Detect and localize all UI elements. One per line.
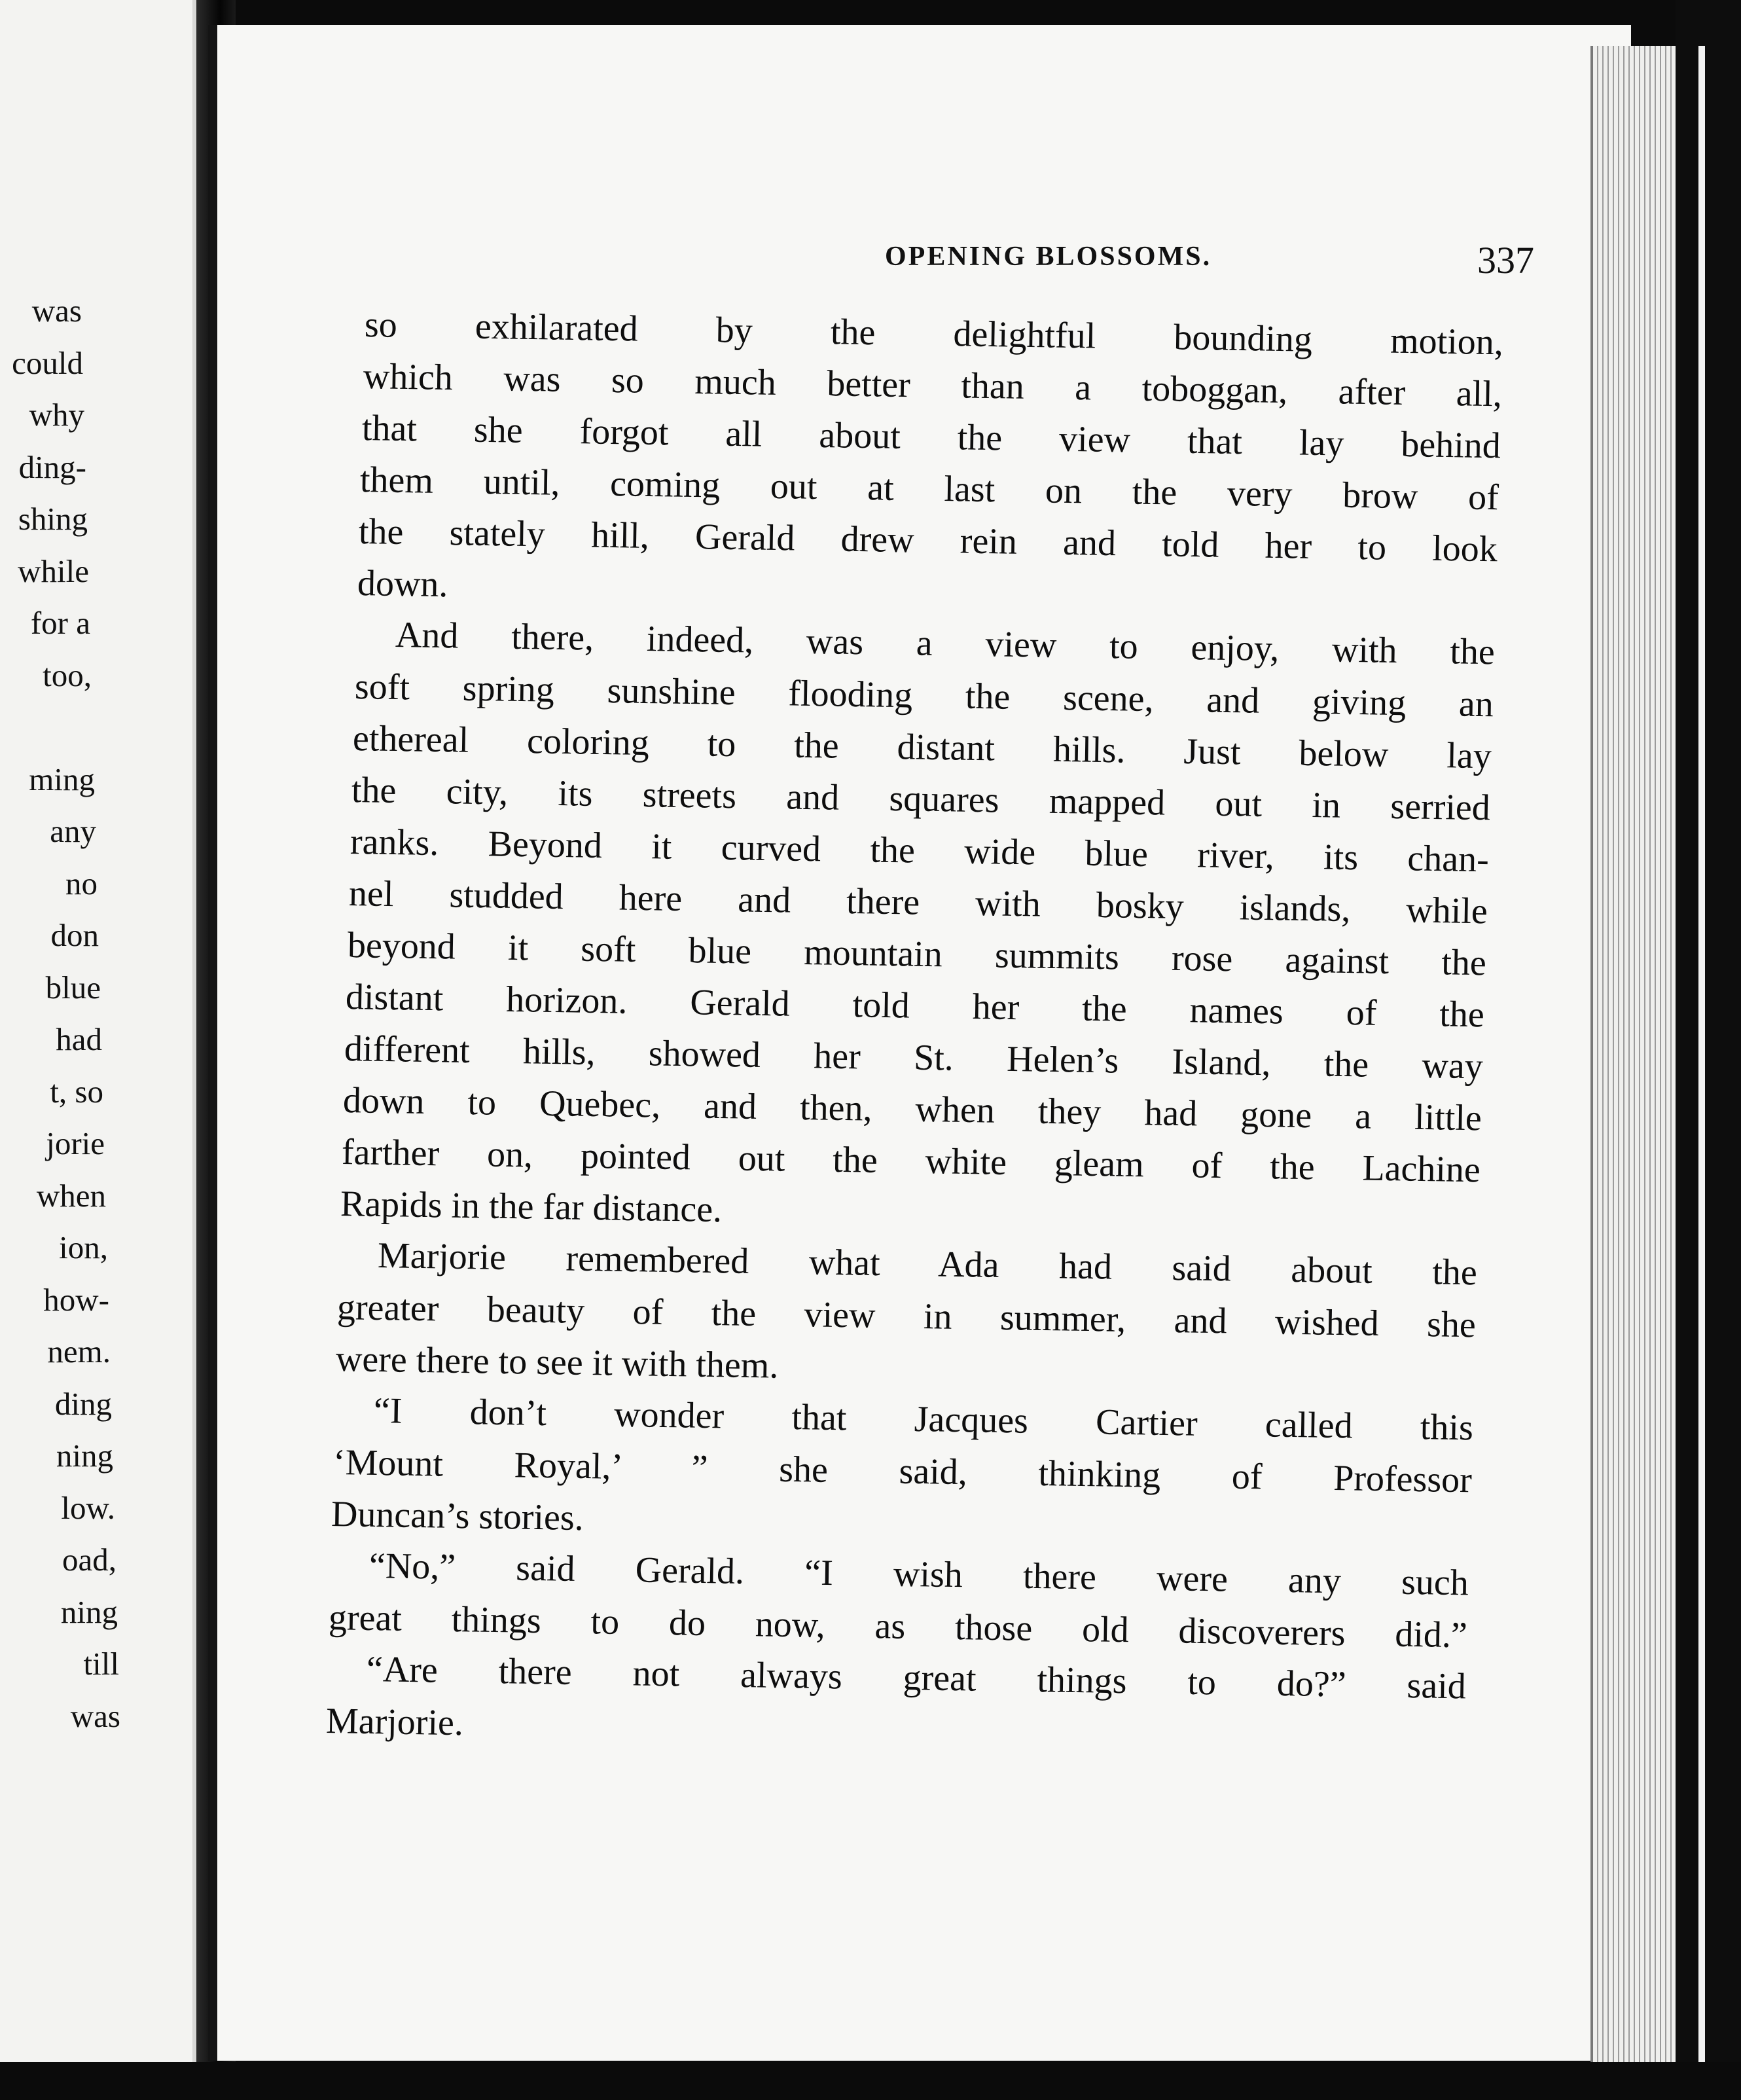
previous-page-line: was: [70, 1697, 120, 1734]
previous-page-line: nem.: [47, 1333, 111, 1369]
running-head: OPENING BLOSSOMS.: [885, 242, 1212, 272]
text-line: them until, coming out at last on the very brow of: [359, 460, 1499, 518]
previous-page-line: oad,: [62, 1542, 117, 1578]
text-line: the stately hill, Gerald drew rein and told her to look: [358, 511, 1498, 570]
previous-page-line: t, so: [50, 1073, 103, 1110]
text-line: which was so much better than a toboggan, after all,: [363, 356, 1503, 415]
text-line: Marjorie.: [325, 1701, 463, 1744]
page-number: 337: [1477, 239, 1534, 281]
previous-page-line: ning: [56, 1438, 113, 1474]
text-line: that she forgot all about the view that lay behind: [361, 408, 1501, 467]
previous-page-line: ding: [54, 1385, 112, 1422]
previous-page-line: too,: [43, 657, 92, 693]
text-line: down to Quebec, and then, when they had gone a little: [342, 1080, 1482, 1139]
text-line: great things to do now, as those old discoverers did.”: [328, 1597, 1468, 1656]
text-line: ethereal coloring to the distant hills. Just below lay: [352, 718, 1492, 777]
previous-page-line: ion,: [59, 1229, 108, 1265]
current-page: [208, 25, 1631, 2061]
previous-page-line: shing: [18, 501, 88, 537]
previous-page-line: low.: [61, 1489, 115, 1526]
text-line: greater beauty of the view in summer, and wished she: [336, 1287, 1477, 1346]
previous-page-line: when: [36, 1177, 106, 1214]
body-text: [217, 25, 1631, 2061]
previous-page-line: had: [56, 1021, 102, 1057]
text-line: farther on, pointed out the white gleam of the Lachine: [341, 1132, 1481, 1191]
text-line: “I don’t wonder that Jacques Cartier called this: [373, 1390, 1474, 1449]
previous-page-line: while: [18, 552, 89, 589]
previous-page-line: ming: [29, 761, 95, 797]
page-stack-edges: [1590, 46, 1678, 2062]
previous-page-line: jorie: [46, 1125, 105, 1161]
previous-page-line: blue: [45, 969, 101, 1005]
scan-border: [1676, 0, 1741, 2100]
text-line: Marjorie remembered what Ada had said about the: [377, 1235, 1478, 1294]
text-line: Duncan’s stories.: [331, 1494, 584, 1539]
previous-page-line: how-: [43, 1281, 109, 1318]
text-line: And there, indeed, was a view to enjoy, with the: [395, 615, 1496, 673]
cover-edge: [1698, 46, 1705, 2062]
previous-page-line: any: [50, 813, 96, 849]
previous-page-line: ding-: [18, 448, 86, 485]
text-line: ‘Mount Royal,’ ” she said, thinking of Professor: [332, 1442, 1472, 1501]
previous-page-line: was: [31, 293, 82, 329]
text-line: soft spring sunshine flooding the scene, and giving an: [354, 666, 1494, 725]
text-line: ranks. Beyond it curved the wide blue river, its chan-: [350, 822, 1490, 880]
text-line: different hills, showed her St. Helen’s Island, the way: [344, 1028, 1484, 1087]
text-line: “Are there not always great things to do?” said: [366, 1649, 1467, 1707]
previous-page-line: till: [83, 1646, 119, 1682]
text-line: “No,” said Gerald. “I wish there were any such: [368, 1546, 1469, 1604]
scan-bottom-border: [0, 2062, 1741, 2100]
text-line: nel studded here and there with bosky islands, while: [348, 873, 1488, 932]
previous-page-line: don: [50, 917, 99, 953]
text-line: down.: [357, 563, 448, 606]
previous-page-line: could: [12, 344, 83, 381]
previous-page-line: why: [29, 397, 84, 433]
text-line: the city, its streets and squares mapped out in serried: [351, 770, 1491, 829]
previous-page-line: no: [65, 865, 98, 901]
text-line: were there to see it with them.: [335, 1339, 779, 1386]
previous-page-line: ning: [60, 1593, 118, 1630]
text-line: Rapids in the far distance.: [340, 1184, 723, 1231]
text-line: beyond it soft blue mountain summits rose against the: [347, 925, 1486, 984]
previous-page: [0, 0, 196, 2067]
previous-page-line: for a: [30, 605, 90, 641]
text-line: distant horizon. Gerald told her the names of the: [345, 977, 1485, 1036]
text-line: so exhilarated by the delightful bounding motion,: [364, 304, 1504, 363]
